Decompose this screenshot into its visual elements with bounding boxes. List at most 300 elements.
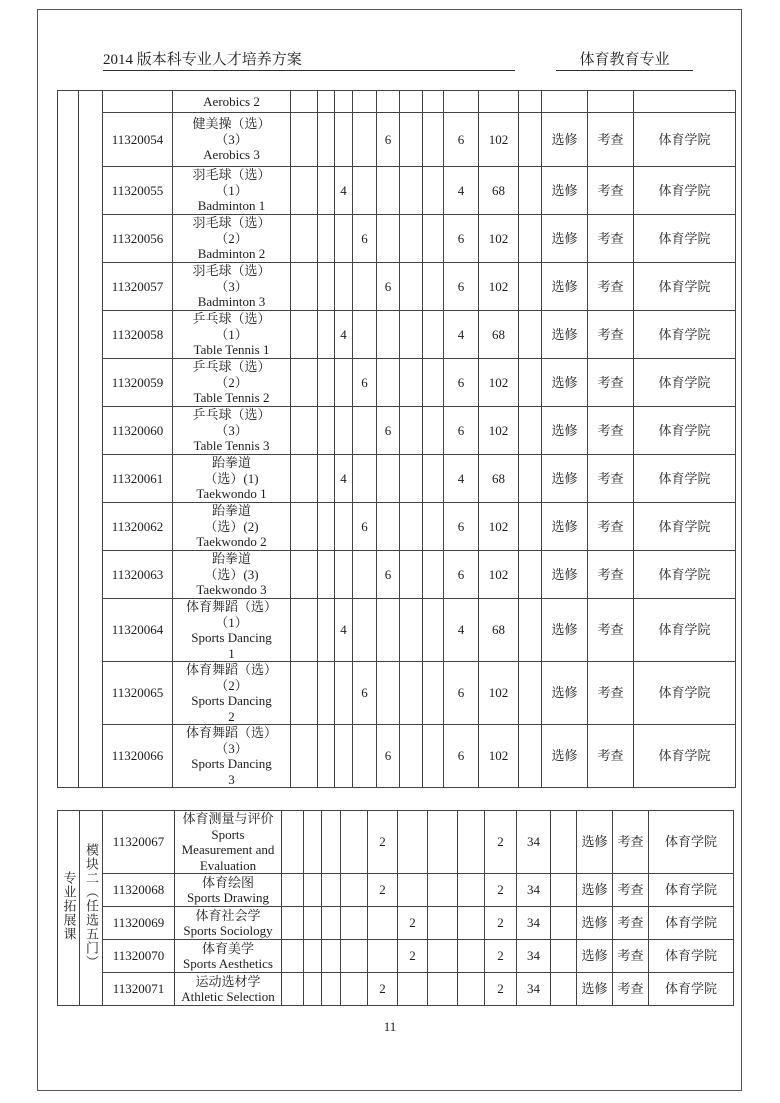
semester-hours-cell: [428, 973, 458, 1006]
course-name-line: 体育舞蹈（选）: [185, 725, 277, 740]
semester-hours-cell: [335, 662, 353, 725]
college-cell: 体育学院: [634, 725, 736, 788]
course-name-line: Sports Sociology: [183, 923, 273, 938]
semester-hours-cell: [282, 907, 304, 940]
exam-type-cell: 考查: [613, 973, 649, 1006]
total-hours-cell: 102: [479, 551, 519, 599]
course-name-line: 体育舞蹈（选）: [185, 599, 277, 614]
semester-hours-cell: [341, 907, 368, 940]
total-hours-cell: 34: [517, 940, 551, 973]
course-name-cell: [173, 91, 291, 113]
table-row: [58, 503, 736, 551]
extra-cell: [519, 725, 542, 788]
course-name-cell: [173, 167, 291, 215]
semester-hours-cell: [400, 503, 423, 551]
course-code-cell: 11320055: [103, 167, 173, 215]
exam-type-cell: 考查: [613, 811, 649, 874]
extra-cell: [519, 359, 542, 407]
course-table-expansion: [57, 810, 734, 1006]
semester-hours-cell: [353, 263, 377, 311]
course-code-cell: 11320058: [103, 311, 173, 359]
extra-cell: [519, 91, 542, 113]
credits-cell: 6: [444, 725, 479, 788]
course-name-line: Athletic Selection: [181, 989, 275, 1004]
course-code-cell: 11320057: [103, 263, 173, 311]
semester-hours-cell: [318, 725, 335, 788]
semester-hours-cell: 6: [353, 503, 377, 551]
college-cell: 体育学院: [634, 662, 736, 725]
course-table-electives: [57, 90, 736, 788]
credits-cell: 2: [485, 907, 517, 940]
semester-hours-cell: [400, 551, 423, 599]
credits-cell: 2: [485, 811, 517, 874]
semester-hours-cell: [322, 940, 341, 973]
extra-cell: [551, 973, 577, 1006]
semester-hours-cell: [353, 551, 377, 599]
semester-hours-cell: 6: [353, 662, 377, 725]
semester-hours-cell: [322, 973, 341, 1006]
semester-hours-cell: [400, 407, 423, 455]
course-code-cell: 11320062: [103, 503, 173, 551]
semester-hours-cell: [458, 907, 485, 940]
course-code-cell: 11320071: [103, 973, 175, 1006]
semester-hours-cell: [377, 455, 400, 503]
exam-type-cell: 考查: [588, 503, 634, 551]
total-hours-cell: 34: [517, 811, 551, 874]
semester-hours-cell: [423, 215, 444, 263]
table-row: [58, 811, 734, 874]
course-name-cell: [173, 725, 291, 788]
course-name-line: （3）: [215, 278, 248, 294]
course-name-cell: [175, 874, 282, 907]
credits-cell: 6: [444, 407, 479, 455]
semester-hours-cell: [353, 725, 377, 788]
semester-hours-cell: [318, 455, 335, 503]
exam-type-cell: 考查: [588, 167, 634, 215]
table-row: [58, 359, 736, 407]
course-name-line: Aerobics 2: [203, 93, 260, 109]
semester-hours-cell: [398, 811, 428, 874]
course-type-cell: 选修: [542, 503, 588, 551]
total-hours-cell: 102: [479, 725, 519, 788]
semester-hours-cell: [282, 940, 304, 973]
semester-hours-cell: [423, 503, 444, 551]
course-name-line: 运动选材学: [195, 973, 261, 989]
semester-hours-cell: [318, 359, 335, 407]
semester-hours-cell: [318, 407, 335, 455]
semester-hours-cell: [291, 167, 318, 215]
course-type-cell: 选修: [542, 359, 588, 407]
semester-hours-cell: [423, 551, 444, 599]
extra-cell: [519, 551, 542, 599]
course-name-line: Table Tennis 3: [193, 438, 270, 454]
course-code-cell: 11320065: [103, 662, 173, 725]
course-name-line: 乒乓球（选）: [192, 311, 271, 327]
semester-hours-cell: [377, 359, 400, 407]
college-cell: 体育学院: [634, 599, 736, 662]
course-name-line: Taekwondo 2: [196, 534, 267, 550]
total-hours-cell: 68: [479, 167, 519, 215]
total-hours-cell: 68: [479, 455, 519, 503]
semester-hours-cell: [318, 503, 335, 551]
semester-hours-cell: [341, 940, 368, 973]
semester-hours-cell: [423, 167, 444, 215]
semester-hours-cell: [428, 907, 458, 940]
extra-cell: [519, 455, 542, 503]
semester-hours-cell: [304, 973, 322, 1006]
semester-hours-cell: 6: [377, 263, 400, 311]
exam-type-cell: 考查: [588, 662, 634, 725]
semester-hours-cell: [282, 874, 304, 907]
table-row: [58, 662, 736, 725]
semester-hours-cell: [398, 874, 428, 907]
table-row: [58, 311, 736, 359]
exam-type-cell: [588, 91, 634, 113]
course-type-cell: 选修: [542, 407, 588, 455]
college-cell: 体育学院: [634, 359, 736, 407]
semester-hours-cell: [377, 91, 400, 113]
course-name-cell: [175, 973, 282, 1006]
semester-hours-cell: [377, 503, 400, 551]
course-name-line: Measurement and: [181, 842, 275, 857]
college-cell: 体育学院: [649, 874, 734, 907]
table-row: [58, 874, 734, 907]
semester-hours-cell: 2: [398, 940, 428, 973]
semester-hours-cell: 6: [377, 551, 400, 599]
semester-hours-cell: [428, 940, 458, 973]
college-cell: 体育学院: [634, 263, 736, 311]
course-name-line: 1: [228, 645, 235, 661]
table-row: [58, 551, 736, 599]
semester-hours-cell: [428, 811, 458, 874]
semester-hours-cell: [353, 91, 377, 113]
semester-hours-cell: 6: [353, 215, 377, 263]
semester-hours-cell: [291, 91, 318, 113]
course-name-line: 乒乓球（选）: [192, 407, 271, 423]
page-number: 11: [383, 1019, 397, 1034]
total-hours-cell: 34: [517, 973, 551, 1006]
total-hours-cell: 102: [479, 359, 519, 407]
course-type-cell: 选修: [577, 874, 613, 907]
semester-hours-cell: [377, 311, 400, 359]
semester-hours-cell: 6: [377, 725, 400, 788]
course-code-cell: 11320060: [103, 407, 173, 455]
semester-hours-cell: [353, 113, 377, 167]
course-name-line: 羽毛球（选）: [192, 215, 271, 231]
semester-hours-cell: [400, 91, 423, 113]
credits-cell: 2: [485, 973, 517, 1006]
semester-hours-cell: [341, 874, 368, 907]
course-name-line: Sports Dancing: [191, 756, 272, 771]
semester-hours-cell: [335, 91, 353, 113]
credits-cell: 6: [444, 503, 479, 551]
semester-hours-cell: [291, 551, 318, 599]
course-name-cell: [173, 263, 291, 311]
credits-cell: 6: [444, 113, 479, 167]
semester-hours-cell: [335, 503, 353, 551]
extra-cell: [519, 662, 542, 725]
college-cell: 体育学院: [634, 455, 736, 503]
course-type-cell: 选修: [542, 455, 588, 503]
course-name-cell: [173, 215, 291, 263]
exam-type-cell: 考查: [588, 407, 634, 455]
course-name-line: 乒乓球（选）: [192, 359, 271, 375]
extra-cell: [519, 113, 542, 167]
course-code-cell: 11320068: [103, 874, 175, 907]
course-name-line: Sports Dancing: [191, 693, 272, 708]
total-hours-cell: 102: [479, 113, 519, 167]
semester-hours-cell: [318, 113, 335, 167]
course-name-line: Table Tennis 2: [193, 390, 270, 406]
course-name-line: 体育测量与评价: [182, 811, 274, 826]
course-name-line: （1）: [215, 182, 248, 198]
course-name-line: 健美操（选）: [192, 116, 271, 132]
credits-cell: 4: [444, 167, 479, 215]
course-code-cell: 11320054: [103, 113, 173, 167]
semester-hours-cell: [291, 662, 318, 725]
semester-hours-cell: [291, 455, 318, 503]
semester-hours-cell: 4: [335, 455, 353, 503]
credits-cell: 6: [444, 215, 479, 263]
course-type-cell: 选修: [542, 113, 588, 167]
semester-hours-cell: [400, 167, 423, 215]
course-name-cell: [173, 407, 291, 455]
table-row: [58, 113, 736, 167]
course-name-cell: [173, 455, 291, 503]
college-cell: 体育学院: [649, 973, 734, 1006]
semester-hours-cell: [353, 599, 377, 662]
semester-hours-cell: [291, 599, 318, 662]
course-code-cell: 11320064: [103, 599, 173, 662]
module-label: 模块二（任选五门）: [84, 843, 99, 970]
course-name-line: Taekwondo 1: [196, 486, 267, 502]
semester-hours-cell: [368, 907, 398, 940]
credits-cell: 6: [444, 662, 479, 725]
semester-hours-cell: [458, 940, 485, 973]
semester-hours-cell: [282, 811, 304, 874]
course-type-cell: 选修: [542, 662, 588, 725]
exam-type-cell: 考查: [588, 113, 634, 167]
semester-hours-cell: [291, 215, 318, 263]
course-name-line: Badminton 2: [197, 246, 266, 262]
semester-hours-cell: [400, 455, 423, 503]
semester-hours-cell: [423, 407, 444, 455]
course-type-cell: 选修: [542, 215, 588, 263]
course-name-line: Sports: [211, 826, 245, 842]
semester-hours-cell: [377, 215, 400, 263]
course-name-line: （选）(2): [204, 518, 259, 534]
course-type-cell: 选修: [542, 725, 588, 788]
semester-hours-cell: [291, 725, 318, 788]
course-name-line: （3）: [215, 740, 248, 756]
extra-cell: [519, 407, 542, 455]
college-cell: 体育学院: [649, 907, 734, 940]
semester-hours-cell: [291, 113, 318, 167]
extra-cell: [551, 907, 577, 940]
exam-type-cell: 考查: [588, 455, 634, 503]
college-cell: [634, 91, 736, 113]
extra-cell: [551, 940, 577, 973]
course-type-cell: 选修: [542, 263, 588, 311]
semester-hours-cell: [318, 215, 335, 263]
total-hours-cell: 68: [479, 599, 519, 662]
semester-hours-cell: [318, 263, 335, 311]
semester-hours-cell: [423, 113, 444, 167]
course-name-cell: [175, 811, 282, 874]
exam-type-cell: 考查: [613, 907, 649, 940]
total-hours-cell: 102: [479, 407, 519, 455]
semester-hours-cell: [304, 907, 322, 940]
course-name-line: （3）: [215, 131, 248, 147]
semester-hours-cell: [322, 874, 341, 907]
credits-cell: 6: [444, 263, 479, 311]
category-label: 专业拓展课: [61, 871, 77, 942]
course-code-cell: [103, 91, 173, 113]
semester-hours-cell: [341, 973, 368, 1006]
college-cell: 体育学院: [634, 167, 736, 215]
table-row: [58, 263, 736, 311]
header-left-title: 2014 版本科专业人才培养方案: [103, 51, 515, 71]
extra-cell: [519, 503, 542, 551]
semester-hours-cell: [353, 311, 377, 359]
semester-hours-cell: [335, 215, 353, 263]
course-code-cell: 11320056: [103, 215, 173, 263]
course-type-cell: 选修: [577, 811, 613, 874]
semester-hours-cell: [318, 167, 335, 215]
course-name-line: （3）: [215, 422, 248, 438]
exam-type-cell: 考查: [588, 359, 634, 407]
semester-hours-cell: [335, 263, 353, 311]
course-name-line: Sports Dancing: [191, 630, 272, 645]
semester-hours-cell: [318, 311, 335, 359]
course-code-cell: 11320061: [103, 455, 173, 503]
course-name-line: 羽毛球（选）: [192, 167, 271, 183]
extra-cell: [519, 311, 542, 359]
exam-type-cell: 考查: [613, 940, 649, 973]
semester-hours-cell: [304, 940, 322, 973]
semester-hours-cell: [423, 91, 444, 113]
semester-hours-cell: [423, 311, 444, 359]
semester-hours-cell: 2: [368, 874, 398, 907]
credits-cell: 4: [444, 311, 479, 359]
semester-hours-cell: [423, 725, 444, 788]
credits-cell: 6: [444, 551, 479, 599]
semester-hours-cell: [291, 407, 318, 455]
extra-cell: [519, 215, 542, 263]
course-name-cell: [173, 113, 291, 167]
semester-hours-cell: [353, 167, 377, 215]
exam-type-cell: 考查: [588, 263, 634, 311]
course-name-cell: [173, 503, 291, 551]
table-row: [58, 455, 736, 503]
semester-hours-cell: [291, 263, 318, 311]
credits-cell: 2: [485, 874, 517, 907]
college-cell: 体育学院: [634, 215, 736, 263]
semester-hours-cell: [335, 725, 353, 788]
course-name-line: （1）: [215, 326, 248, 342]
semester-hours-cell: [377, 599, 400, 662]
course-type-cell: 选修: [577, 907, 613, 940]
semester-hours-cell: 4: [335, 311, 353, 359]
college-cell: 体育学院: [649, 811, 734, 874]
semester-hours-cell: [335, 359, 353, 407]
table-row: [58, 407, 736, 455]
extra-cell: [551, 874, 577, 907]
semester-hours-cell: [335, 407, 353, 455]
total-hours-cell: 68: [479, 311, 519, 359]
semester-hours-cell: 2: [368, 973, 398, 1006]
course-name-cell: [173, 599, 291, 662]
semester-hours-cell: [377, 662, 400, 725]
semester-hours-cell: [423, 662, 444, 725]
semester-hours-cell: 2: [398, 907, 428, 940]
course-name-line: 体育舞蹈（选）: [185, 662, 277, 677]
semester-hours-cell: [428, 874, 458, 907]
course-code-cell: 11320066: [103, 725, 173, 788]
course-name-line: （2）: [215, 230, 248, 246]
course-name-line: Sports Drawing: [187, 890, 269, 905]
course-code-cell: 11320063: [103, 551, 173, 599]
college-cell: 体育学院: [634, 407, 736, 455]
category-cell: [58, 91, 79, 788]
course-name-line: （选）(3): [204, 566, 259, 582]
course-type-cell: 选修: [542, 599, 588, 662]
college-cell: 体育学院: [649, 940, 734, 973]
table-row: [58, 973, 734, 1006]
course-name-line: Sports Aesthetics: [183, 956, 273, 971]
semester-hours-cell: [423, 263, 444, 311]
semester-hours-cell: [304, 874, 322, 907]
college-cell: 体育学院: [634, 503, 736, 551]
semester-hours-cell: [458, 874, 485, 907]
extra-cell: [551, 811, 577, 874]
semester-hours-cell: [335, 551, 353, 599]
extra-cell: [519, 599, 542, 662]
extra-cell: [519, 263, 542, 311]
total-hours-cell: 102: [479, 215, 519, 263]
course-name-line: 体育绘图: [201, 874, 254, 890]
semester-hours-cell: 6: [353, 359, 377, 407]
semester-hours-cell: [282, 973, 304, 1006]
table-row: [58, 91, 736, 113]
semester-hours-cell: [353, 455, 377, 503]
course-name-line: 羽毛球（选）: [192, 263, 271, 279]
total-hours-cell: 34: [517, 907, 551, 940]
course-name-line: 2: [228, 708, 235, 724]
course-type-cell: [542, 91, 588, 113]
course-type-cell: 选修: [542, 167, 588, 215]
course-name-line: Badminton 3: [197, 294, 266, 310]
course-name-cell: [173, 551, 291, 599]
semester-hours-cell: [423, 359, 444, 407]
exam-type-cell: 考查: [613, 874, 649, 907]
semester-hours-cell: [341, 811, 368, 874]
exam-type-cell: 考查: [588, 551, 634, 599]
course-name-line: Aerobics 3: [203, 147, 260, 163]
course-name-line: （选）(1): [204, 470, 259, 486]
credits-cell: 4: [444, 599, 479, 662]
course-code-cell: 11320067: [103, 811, 175, 874]
total-hours-cell: 102: [479, 662, 519, 725]
course-code-cell: 11320059: [103, 359, 173, 407]
header-right-title: 体育教育专业: [556, 51, 693, 71]
semester-hours-cell: 4: [335, 599, 353, 662]
college-cell: 体育学院: [634, 551, 736, 599]
semester-hours-cell: [322, 811, 341, 874]
semester-hours-cell: [318, 551, 335, 599]
exam-type-cell: 考查: [588, 725, 634, 788]
credits-cell: 6: [444, 359, 479, 407]
